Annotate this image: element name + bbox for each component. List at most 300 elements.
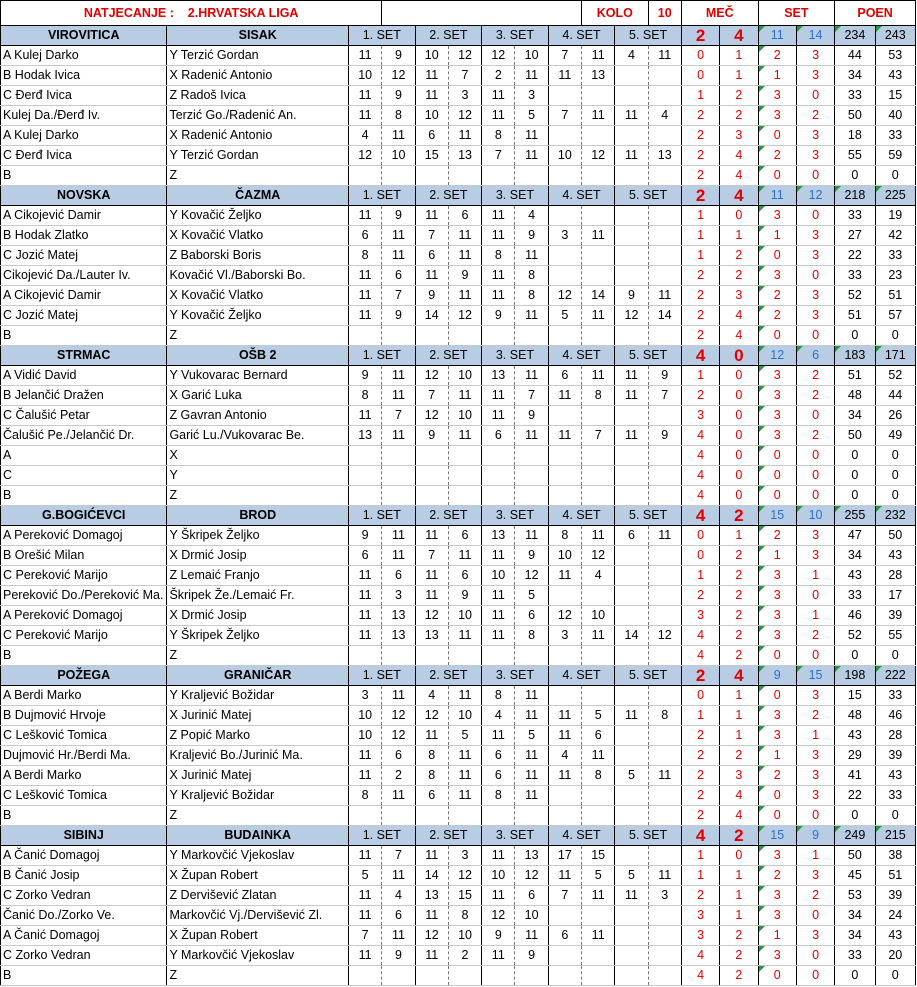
game-row [1,286,916,306]
set-header: 2. SET [415,346,482,366]
set-points: 11 [482,386,515,406]
game-sets-away: 3 [796,546,834,566]
set-points: 11 [349,886,382,906]
game-match-home: 4 [681,446,719,466]
game-match-away: 1 [720,226,758,246]
set-points: 11 [415,206,448,226]
set-points [615,726,648,746]
set-points: 12 [515,566,548,586]
set-points: 15 [448,886,481,906]
set-points: 11 [448,786,481,806]
game-points-away: 28 [875,726,915,746]
set-label: SET [758,1,835,26]
away-player: X Drmić Josip [167,606,349,626]
game-points-home: 43 [835,726,875,746]
game-row [1,46,916,66]
game-points-home: 0 [835,446,875,466]
set-header: 3. SET [482,506,549,526]
set-points: 6 [415,126,448,146]
game-row [1,846,916,866]
points-total-away: 225 [875,186,915,206]
game-points-away: 23 [875,266,915,286]
set-points: 10 [415,46,448,66]
set-points: 11 [482,886,515,906]
set-points [648,466,681,486]
set-points: 12 [548,606,581,626]
game-match-away: 2 [720,966,758,986]
game-match-home: 1 [681,866,719,886]
game-match-home: 4 [681,426,719,446]
set-points [548,486,581,506]
set-points: 11 [382,546,415,566]
set-points: 11 [448,686,481,706]
set-header: 2. SET [415,26,482,46]
set-points [548,206,581,226]
set-points: 9 [415,426,448,446]
set-points: 14 [415,306,448,326]
game-row [1,366,916,386]
set-points: 12 [382,66,415,86]
game-sets-away: 3 [796,686,834,706]
game-match-home: 2 [681,786,719,806]
set-points: 4 [382,886,415,906]
home-player: B Orešić Milan [1,546,167,566]
game-sets-home: 3 [758,846,796,866]
game-points-home: 41 [835,766,875,786]
set-points: 11 [615,146,648,166]
set-points: 10 [349,706,382,726]
game-match-home: 2 [681,306,719,326]
set-points: 12 [582,146,615,166]
set-points [582,206,615,226]
set-points [548,166,581,186]
game-points-away: 39 [875,746,915,766]
set-points: 11 [515,746,548,766]
set-points: 8 [515,266,548,286]
away-player: X Garić Luka [167,386,349,406]
game-points-home: 45 [835,866,875,886]
home-player: A Pereković Domagoj [1,606,167,626]
game-match-home: 4 [681,966,719,986]
set-points [615,806,648,826]
set-points: 11 [548,66,581,86]
sets-total-away: 14 [796,26,834,46]
home-player: A Berdi Marko [1,686,167,706]
game-points-home: 0 [835,326,875,346]
set-points: 6 [382,906,415,926]
set-header: 5. SET [615,26,682,46]
game-points-home: 47 [835,526,875,546]
game-points-away: 20 [875,946,915,966]
game-sets-away: 3 [796,146,834,166]
set-header: 2. SET [415,666,482,686]
set-points: 12 [448,46,481,66]
game-points-home: 44 [835,46,875,66]
game-sets-home: 3 [758,726,796,746]
set-points: 5 [448,726,481,746]
set-points [382,966,415,986]
set-points [582,586,615,606]
game-sets-home: 3 [758,566,796,586]
set-points [648,566,681,586]
set-points: 11 [415,66,448,86]
away-player: Kovačić Vl./Baborski Bo. [167,266,349,286]
set-points [349,466,382,486]
game-points-home: 50 [835,426,875,446]
set-points [582,446,615,466]
set-points [415,466,448,486]
game-match-away: 1 [720,46,758,66]
set-points: 11 [448,286,481,306]
set-points [582,86,615,106]
game-match-away: 0 [720,206,758,226]
sets-total-home: 15 [758,826,796,846]
game-sets-home: 2 [758,146,796,166]
game-match-home: 0 [681,526,719,546]
game-points-home: 50 [835,846,875,866]
game-points-away: 0 [875,806,915,826]
set-points: 4 [548,746,581,766]
game-sets-home: 1 [758,746,796,766]
game-match-away: 2 [720,926,758,946]
game-points-away: 59 [875,146,915,166]
set-points: 12 [548,286,581,306]
game-match-away: 4 [720,146,758,166]
set-points [548,326,581,346]
set-points: 11 [448,426,481,446]
game-row [1,926,916,946]
away-player: Z [167,166,349,186]
game-match-away: 2 [720,546,758,566]
set-points: 14 [615,626,648,646]
set-points: 11 [448,746,481,766]
set-points [615,546,648,566]
set-points: 12 [582,546,615,566]
set-points: 10 [548,546,581,566]
set-points: 2 [448,946,481,966]
set-points: 14 [415,866,448,886]
match-header-row [1,26,916,46]
set-points [415,326,448,346]
game-sets-home: 2 [758,286,796,306]
set-points [548,686,581,706]
set-points [448,466,481,486]
set-points [349,806,382,826]
game-points-home: 34 [835,66,875,86]
set-points [615,326,648,346]
set-points [482,646,515,666]
set-header: 1. SET [349,506,416,526]
set-points: 11 [382,246,415,266]
game-sets-away: 3 [796,306,834,326]
set-points: 6 [515,606,548,626]
set-points: 7 [382,846,415,866]
game-points-home: 29 [835,746,875,766]
home-player: Čanić Do./Zorko Ve. [1,906,167,926]
game-points-away: 50 [875,526,915,546]
game-points-home: 22 [835,246,875,266]
set-points: 11 [482,606,515,626]
set-points: 13 [648,146,681,166]
away-player: X Župan Robert [167,926,349,946]
game-points-home: 33 [835,586,875,606]
match-score-home: 4 [681,826,719,846]
set-points: 4 [349,126,382,146]
set-points [415,806,448,826]
game-points-home: 33 [835,946,875,966]
game-points-away: 0 [875,166,915,186]
set-points [648,486,681,506]
set-points [648,266,681,286]
game-sets-home: 2 [758,306,796,326]
set-points: 9 [482,306,515,326]
set-points [582,806,615,826]
set-points: 15 [582,846,615,866]
game-match-home: 2 [681,746,719,766]
set-points: 11 [415,846,448,866]
set-points [648,66,681,86]
set-points: 11 [382,786,415,806]
set-header: 4. SET [548,26,615,46]
sets-total-home: 15 [758,506,796,526]
set-points [482,466,515,486]
away-player: Z Popić Marko [167,726,349,746]
set-points: 11 [515,686,548,706]
game-match-away: 1 [720,706,758,726]
home-player: C Đerđ Ivica [1,146,167,166]
away-player: Terzić Go./Radenić An. [167,106,349,126]
game-sets-home: 0 [758,806,796,826]
home-player: B [1,966,167,986]
game-sets-away: 3 [796,226,834,246]
game-sets-home: 3 [758,106,796,126]
set-points: 11 [648,766,681,786]
set-points [615,906,648,926]
set-points: 11 [648,286,681,306]
set-points [615,946,648,966]
home-player: C Jozić Matej [1,246,167,266]
home-player: A Čanić Domagoj [1,926,167,946]
set-points [448,806,481,826]
set-points: 11 [349,906,382,926]
set-points: 11 [382,686,415,706]
game-points-home: 22 [835,786,875,806]
set-points: 5 [548,306,581,326]
game-sets-home: 3 [758,266,796,286]
set-points: 11 [515,926,548,946]
set-points: 10 [448,706,481,726]
set-points: 11 [582,306,615,326]
set-points: 7 [582,426,615,446]
game-match-home: 2 [681,806,719,826]
home-player: Cikojević Da./Lauter Iv. [1,266,167,286]
kolo-label: KOLO [582,1,649,26]
set-header: 1. SET [349,826,416,846]
away-player: Z Radoš Ivica [167,86,349,106]
home-player: C Pereković Marijo [1,566,167,586]
away-player: Y Vukovarac Bernard [167,366,349,386]
set-points [648,686,681,706]
set-points [548,466,581,486]
set-points [648,726,681,746]
set-points: 11 [349,86,382,106]
game-row [1,606,916,626]
set-points: 11 [349,746,382,766]
game-points-away: 24 [875,906,915,926]
game-match-away: 2 [720,946,758,966]
set-points: 11 [615,366,648,386]
set-points [482,966,515,986]
game-sets-home: 3 [758,426,796,446]
set-points: 11 [448,126,481,146]
game-match-home: 1 [681,566,719,586]
set-points [515,646,548,666]
set-points: 10 [448,606,481,626]
set-points [648,206,681,226]
set-points: 11 [548,386,581,406]
match-score-home: 2 [681,666,719,686]
game-sets-away: 1 [796,566,834,586]
set-points: 4 [515,206,548,226]
set-points [582,486,615,506]
set-points: 11 [415,566,448,586]
home-player: B [1,166,167,186]
set-points [482,166,515,186]
set-points [548,266,581,286]
set-points: 6 [382,266,415,286]
game-points-home: 48 [835,386,875,406]
home-player: B Hodak Zlatko [1,226,167,246]
game-points-home: 51 [835,306,875,326]
set-points: 11 [382,866,415,886]
game-sets-home: 1 [758,926,796,946]
set-points: 6 [448,206,481,226]
set-points [648,646,681,666]
set-points: 11 [382,386,415,406]
kolo-value: 10 [648,1,681,26]
game-match-home: 2 [681,146,719,166]
game-match-home: 1 [681,86,719,106]
set-points [648,746,681,766]
set-points: 8 [482,686,515,706]
set-points [648,606,681,626]
match-score-home: 4 [681,506,719,526]
game-row [1,586,916,606]
away-player: Z [167,806,349,826]
set-points [648,406,681,426]
away-team: ČAZMA [167,186,349,206]
game-match-home: 1 [681,246,719,266]
home-player: A Kulej Darko [1,126,167,146]
set-points: 6 [515,886,548,906]
set-points [382,466,415,486]
game-match-away: 0 [720,386,758,406]
game-sets-home: 0 [758,786,796,806]
set-points: 11 [515,306,548,326]
home-player: Dujmović Hr./Berdi Ma. [1,746,167,766]
game-match-away: 2 [720,646,758,666]
away-player: Z Gavran Antonio [167,406,349,426]
set-points: 12 [448,106,481,126]
game-points-home: 0 [835,966,875,986]
away-player: X Jurinić Matej [167,706,349,726]
match-header-row [1,506,916,526]
set-points [382,806,415,826]
game-row [1,466,916,486]
set-points [615,846,648,866]
game-points-away: 28 [875,566,915,586]
set-points [548,646,581,666]
game-match-home: 2 [681,106,719,126]
game-points-away: 51 [875,286,915,306]
set-points [349,966,382,986]
away-player: Škripek Že./Lemaić Fr. [167,586,349,606]
set-points: 7 [448,66,481,86]
set-header: 3. SET [482,186,549,206]
set-points [582,266,615,286]
set-points: 6 [349,546,382,566]
set-points [648,166,681,186]
home-player: C Zorko Vedran [1,886,167,906]
game-match-away: 2 [720,86,758,106]
game-match-away: 1 [720,866,758,886]
set-points [482,486,515,506]
game-row [1,746,916,766]
game-sets-away: 2 [796,426,834,446]
away-player: Z [167,326,349,346]
game-points-away: 33 [875,246,915,266]
away-player: Y Kraljević Božidar [167,786,349,806]
set-points [548,946,581,966]
sets-total-away: 6 [796,346,834,366]
home-player: C Zorko Vedran [1,946,167,966]
match-score-away: 4 [720,666,758,686]
set-points: 9 [648,366,681,386]
game-match-home: 0 [681,686,719,706]
game-row [1,166,916,186]
set-points: 11 [349,766,382,786]
set-points [382,326,415,346]
away-player: Z Lemaić Franjo [167,566,349,586]
set-points [548,126,581,146]
set-points: 11 [648,526,681,546]
set-points: 7 [482,146,515,166]
sets-total-away: 15 [796,666,834,686]
set-points: 8 [482,786,515,806]
game-match-home: 3 [681,906,719,926]
game-match-away: 1 [720,906,758,926]
game-sets-away: 0 [796,806,834,826]
set-points: 11 [615,706,648,726]
set-points: 5 [515,726,548,746]
set-points: 11 [515,786,548,806]
game-sets-away: 0 [796,206,834,226]
set-points: 12 [615,306,648,326]
game-points-away: 51 [875,866,915,886]
set-points [582,646,615,666]
game-match-home: 2 [681,126,719,146]
game-match-home: 3 [681,606,719,626]
game-match-home: 4 [681,626,719,646]
set-points: 11 [582,526,615,546]
away-player: Y [167,466,349,486]
game-points-home: 18 [835,126,875,146]
game-points-away: 52 [875,366,915,386]
set-points: 3 [349,686,382,706]
set-points: 11 [349,46,382,66]
set-points: 4 [582,566,615,586]
set-points: 2 [482,66,515,86]
